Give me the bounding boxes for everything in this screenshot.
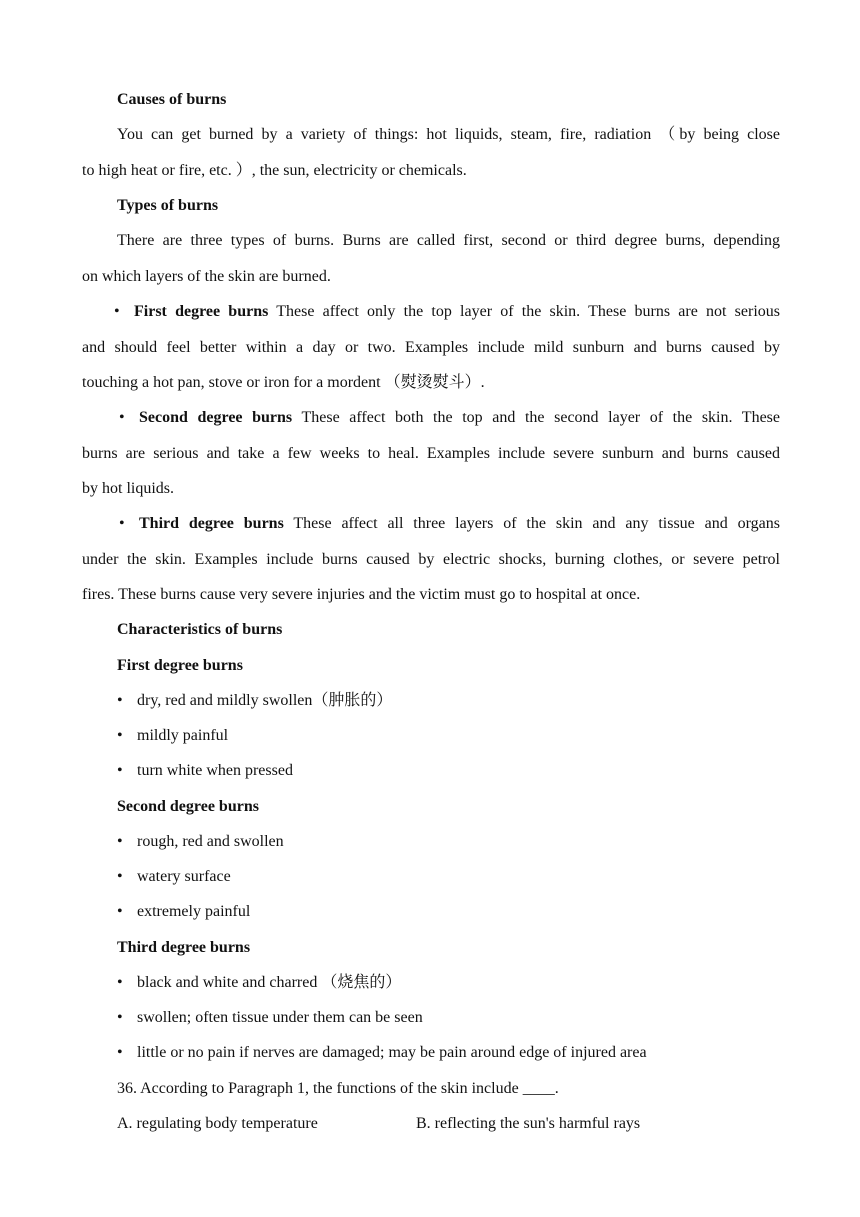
list-item xyxy=(117,691,392,711)
type-second-degree-first-line xyxy=(119,408,780,428)
type-desc: These affect only the top layer of the skin. These burns are not serious xyxy=(268,303,780,320)
type-third-degree-line-2: under the skin. Examples include burns caused by electric shocks, burning clothes, or severe petrol xyxy=(82,551,780,568)
list-item xyxy=(117,1008,423,1028)
bullet-marker: • xyxy=(117,692,123,709)
type-third-degree-first-line xyxy=(119,514,780,534)
type-first-degree-line-2: and should feel better within a day or two. Examples include mild sunburn and burns caused by xyxy=(82,339,780,356)
option-a: A. regulating body temperature xyxy=(117,1115,318,1132)
type-desc: These affect all three layers of the skin and any tissue and organs xyxy=(283,515,780,532)
list-item-text: black and white and charred （烧焦的） xyxy=(137,974,402,991)
type-third-degree-line-3: fires. These burns cause very severe injuries and the victim must go to hospital at once. xyxy=(82,586,641,603)
bullet-marker: • xyxy=(119,409,125,426)
bullet-marker: • xyxy=(117,974,123,991)
types-line-2: on which layers of the skin are burned. xyxy=(82,268,331,285)
list-item xyxy=(117,867,231,887)
type-second-degree-line-3: by hot liquids. xyxy=(82,480,175,497)
characteristics-heading: Characteristics of burns xyxy=(117,621,283,638)
type-title: First degree burns xyxy=(134,303,269,320)
char-group-first-title: First degree burns xyxy=(117,657,243,674)
list-item-text: watery surface xyxy=(137,868,231,885)
list-item xyxy=(117,1043,647,1063)
list-item-text: dry, red and mildly swollen（肿胀的） xyxy=(137,692,393,709)
types-line-1: There are three types of burns. Burns are called first, second or third degree burns, depending xyxy=(117,232,780,249)
list-item-text: rough, red and swollen xyxy=(137,833,284,850)
list-item-text: turn white when pressed xyxy=(137,762,293,779)
list-item xyxy=(117,726,228,746)
type-first-degree-line-3: touching a hot pan, stove or iron for a mordent （熨烫熨斗）. xyxy=(82,374,485,391)
list-item-text: little or no pain if nerves are damaged; may be pain around edge of injured area xyxy=(137,1044,647,1061)
bullet-marker: • xyxy=(117,1044,123,1061)
char-group-second-title: Second degree burns xyxy=(117,798,259,815)
type-desc: These affect both the top and the second layer of the skin. These xyxy=(292,409,781,426)
bullet-marker: • xyxy=(117,833,123,850)
type-first-degree-first-line xyxy=(114,302,780,322)
question-stem: 36. According to Paragraph 1, the functions of the skin include ____. xyxy=(117,1080,559,1097)
bullet-marker: • xyxy=(117,1009,123,1026)
char-group-third-title: Third degree burns xyxy=(117,939,251,956)
type-second-degree-line-2: burns are serious and take a few weeks to heal. Examples include severe sunburn and burns caused xyxy=(82,445,780,462)
list-item xyxy=(117,973,401,993)
bullet-marker: • xyxy=(119,515,125,532)
type-title: Third degree burns xyxy=(139,515,284,532)
list-item-text: swollen; often tissue under them can be seen xyxy=(137,1009,423,1026)
causes-heading: Causes of burns xyxy=(117,91,227,108)
bullet-marker: • xyxy=(117,727,123,744)
option-b: B. reflecting the sun's harmful rays xyxy=(416,1115,641,1132)
type-title: Second degree burns xyxy=(139,409,293,426)
bullet-marker: • xyxy=(117,762,123,779)
list-item xyxy=(117,902,250,922)
list-item-text: mildly painful xyxy=(137,727,229,744)
causes-line-1: You can get burned by a variety of things: hot liquids, steam, fire, radiation （by being close xyxy=(117,126,780,143)
types-heading: Types of burns xyxy=(117,197,219,214)
causes-line-2: to high heat or fire, etc. ）, the sun, electricity or chemicals. xyxy=(82,162,467,179)
list-item xyxy=(117,832,284,852)
list-item-text: extremely painful xyxy=(137,903,251,920)
bullet-marker: • xyxy=(117,903,123,920)
bullet-marker: • xyxy=(117,868,123,885)
list-item xyxy=(117,761,293,781)
bullet-marker: • xyxy=(114,303,120,320)
